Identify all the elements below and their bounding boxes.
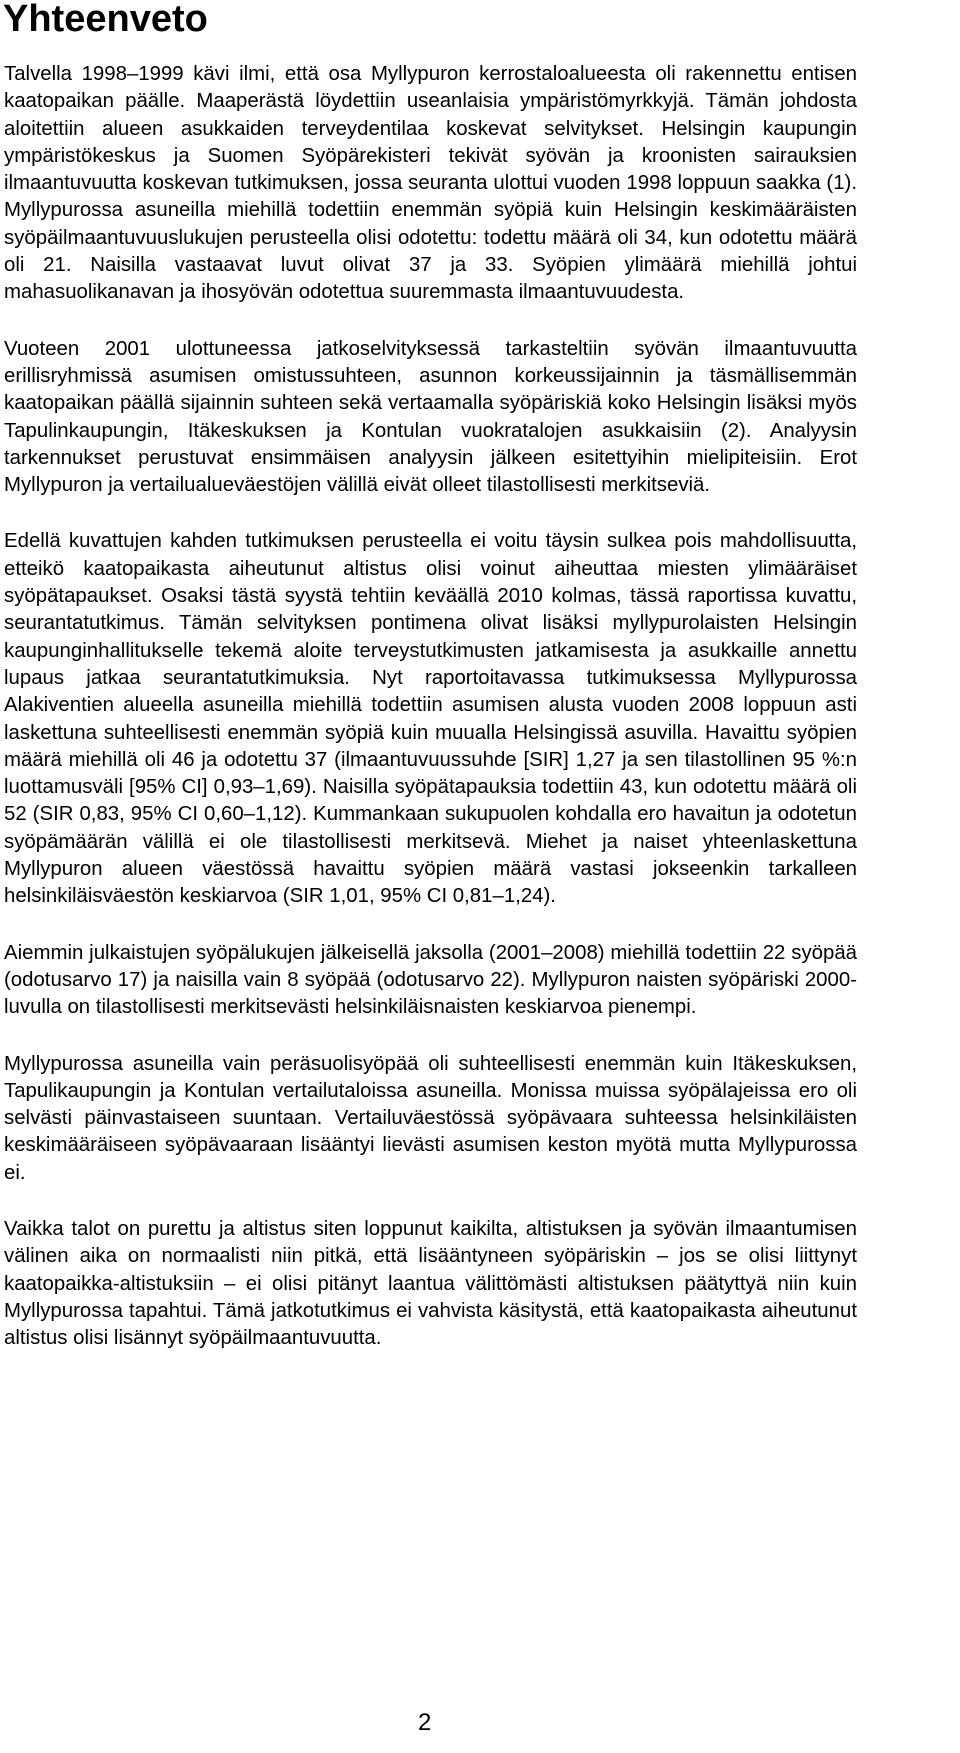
paragraph-5: Myllypurossa asuneilla vain peräsuolisyöpää oli suhteellisesti enemmän kuin Itäkeskuksen, Tapulikaupungin ja Kontulan vertailutaloissa asuneilla. Monissa muissa syöpälajeissa ero oli selvästi päinvastaiseen suuntaan. Vertailuväestössä syöpävaara suhteessa helsinkiläisten keskimääräiseen syöpävaaraan lisääntyi lievästi asumisen keston myötä mutta Myllypurossa ei.: [4, 1052, 857, 1184]
paragraph-2: Vuoteen 2001 ulottuneessa jatkoselvityksessä tarkasteltiin syövän ilmaantuvuutta erillisryhmissä asumisen omistussuhteen, asunnon korkeussijainnin ja täsmällisemmän kaatopaikan päällä sijainnin suhteen sekä vertaamalla syöpäriskiä koko Helsingin lisäksi myös Tapulinkaupungin, Itäkeskuksen ja Kontulan vuokratalojen asukkaisiin (2). Analyysin tarkennukset perustuvat ensimmäisen analyysin jälkeen esitettyihin mielipiteisiin. Erot Myllypuron ja vertailualueväestöjen välillä eivät olleet tilastollisesti merkitseviä.: [4, 337, 857, 497]
paragraph-6: Vaikka talot on purettu ja altistus siten loppunut kaikilta, altistuksen ja syövän ilmaantumisen välinen aika on normaalisti niin pitkä, että lisääntyneen syöpäriskin – jos se olisi liittynyt kaatopaikka-altistuksiin – ei olisi pitänyt laantua välittömästi altistuksen päätyttyä niin kuin Myllypurossa tapahtui. Tämä jatkotutkimus ei vahvista käsitystä, että kaatopaikasta aiheutunut altistus olisi lisännyt syöpäilmaantuvuutta.: [4, 1217, 857, 1350]
summary-body: [4, 61, 857, 1381]
paragraph-1: Talvella 1998–1999 kävi ilmi, että osa Myllypuron kerrostaloalueesta oli rakennettu entisen kaatopaikan päälle. Maaperästä löydettiin useanlaisia ympäristömyrkkyjä. Tämän johdosta aloitettiin alueen asukkaiden terveydentilaa koskevat selvitykset. Helsingin kaupungin ympäristökeskus ja Suomen Syöpärekisteri tekivät syövän ja kroonisten sairauksien ilmaantuvuutta koskevan tutkimuksen, jossa seuranta ulottui vuoden 1998 loppuun saakka (1). Myllypurossa asuneilla miehillä todettiin enemmän syöpiä kuin Helsingin keskimääräisten syöpäilmaantuvuuslukujen perusteella olisi odotettu: todettu määrä oli 34, kun odotettu määrä oli 21. Naisilla vastaavat luvut olivat 37 ja 33. Syöpien ylimäärä miehillä johtui mahasuolikanavan ja ihosyövän odotettua suuremmasta ilmaantuvuudesta.: [4, 63, 857, 304]
paragraph-3: Edellä kuvattujen kahden tutkimuksen perusteella ei voitu täysin sulkea pois mahdollisuutta, etteikö kaatopaikasta aiheutunut altistus olisi voinut aiheuttaa miesten ylimääräiset syöpätapaukset. Osaksi tästä syystä tehtiin keväällä 2010 kolmas, tässä raportissa kuvattu, seurantatutkimus. Tämän selvityksen pontimena olivat lisäksi myllypurolaisten Helsingin kaupunginhallitukselle tekemä aloite terveystutkimusten jatkamisesta ja asukkaille annettu lupaus jatkaa seurantatutkimuksia. Nyt raportoitavassa tutkimuksessa Myllypurossa Alakiventien alueella asuneilla miehillä todettiin asumisen alusta vuoden 2008 loppuun asti laskettuna suhteellisesti enemmän syöpiä kuin muualla Helsingissä asuvilla. Havaittu syöpien määrä miehillä oli 46 ja odotettu 37 (ilmaantuvuussuhde [SIR] 1,27 ja sen tilastollinen 95 %:n luottamusväli [95% CI] 0,93–1,69). Naisilla syöpätapauksia todettiin 43, kun odotettu määrä oli 52 (SIR 0,83, 95% CI 0,60–1,12). Kummankaan sukupuolen kohdalla ero havaitun ja odotetun syöpämäärän välillä ei ole tilastollisesti merkitsevä. Miehet ja naiset yhteenlaskettuna Myllypuron alueen väestössä havaittu syöpien määrä vastasi jokseenkin tarkalleen helsinkiläisväestön keskiarvoa (SIR 1,01, 95% CI 0,81–1,24).: [4, 530, 857, 908]
paragraph-4: Aiemmin julkaistujen syöpälukujen jälkeisellä jaksolla (2001–2008) miehillä todettiin 22 syöpää (odotusarvo 17) ja naisilla vain 8 syöpää (odotusarvo 22). Myllypuron naisten syöpäriski 2000-luvulla on tilastollisesti merkitsevästi helsinkiläisnaisten keskiarvoa pienempi.: [4, 941, 857, 1019]
page-number: 2: [418, 1709, 432, 1736]
section-title: Yhteenveto: [3, 0, 208, 40]
